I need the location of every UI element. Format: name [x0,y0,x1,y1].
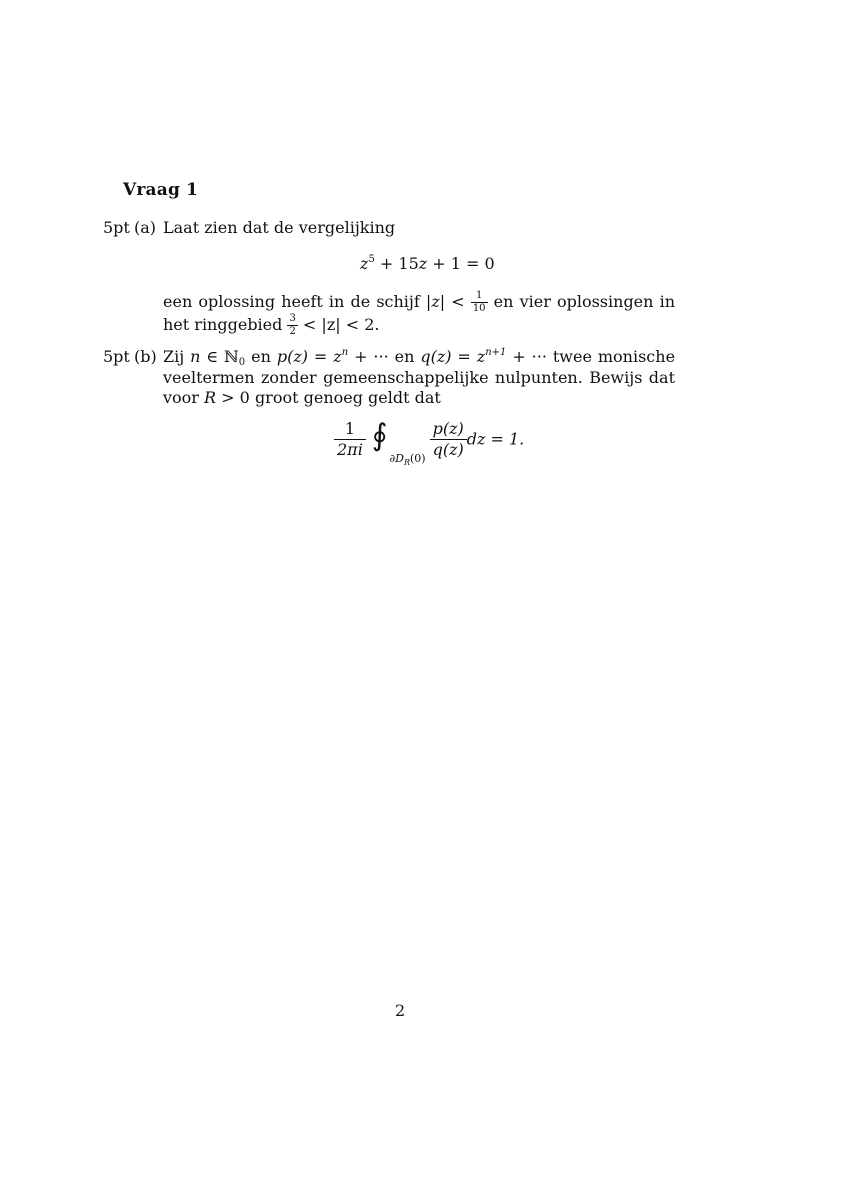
integrand-denominator: q(z) [432,440,464,460]
part-b-text-6: = [451,347,477,366]
naturals-subscript: 0 [238,357,246,368]
R-variable: R [204,388,217,407]
contour-integral-symbol: ∮ [371,418,388,454]
part-b-text-8: > 0 groot genoeg geldt dat [216,388,441,407]
question-heading: Vraag 1 [123,180,199,200]
disk-radius-fraction [471,291,488,314]
z-power-n1-base: z [476,347,486,366]
coefficient-numerator: 1 [334,420,366,440]
integral-equation [334,418,525,468]
ring-lower-fraction [287,314,297,337]
equation-variable-2: z [418,254,428,273]
ring-denominator: 2 [289,326,296,337]
domain-boundary: ∂D [389,452,404,466]
fraction-denominator: 10 [472,303,486,314]
part-b-text-7: + ··· twee monische veeltermen zonder gemeenschappelijke nulpunten. Bewijs dat voor [163,347,676,407]
n-variable: n [190,347,201,366]
q-of-z: q(z) [420,347,452,366]
equation-middle: + 15 [374,254,419,273]
part-a-text-2: en vier oplossingen in het ringgebied [163,292,676,334]
part-a-equation [360,254,495,273]
part-a-points: 5pt [103,218,130,237]
part-b-points: 5pt [103,347,130,366]
part-b-text-5: + ··· en [348,347,421,366]
integrand-fraction [430,420,467,460]
domain-radius: R [403,458,410,468]
z-power-n-base: z [333,347,342,366]
equation-power: 5 [368,254,375,265]
part-b-text-4: = [307,347,334,366]
page-number: 2 [395,1001,406,1020]
domain-center: (0) [410,452,426,466]
fraction-numerator: 1 [471,291,488,303]
integral-coefficient [334,420,366,460]
integral-domain [389,452,426,468]
ring-inequality: < |z| < 2. [297,315,380,334]
naturals-symbol: ∈ ℕ [200,347,239,366]
part-b-text-1: Zij [163,347,191,366]
z-power-n: n [341,347,349,358]
z-power-n1: n+1 [485,347,507,358]
abs-z: |z| [425,292,446,311]
ring-numerator: 3 [289,313,296,324]
part-a-intro: Laat zien dat de vergelijking [163,218,396,237]
part-a-body [163,291,675,337]
part-a-text-1: een oplossing heeft in de schijf [163,292,426,311]
integral-tail: dz = 1. [466,429,525,449]
part-b-label: (b) [134,347,157,366]
p-of-z: p(z) [276,347,308,366]
part-a-label: (a) [134,218,157,237]
equation-variable: z [360,254,369,273]
equation-tail: + 1 = 0 [427,254,495,273]
part-b-text-3: en [245,347,277,366]
part-b-body [163,347,675,409]
coefficient-denominator: 2πi [337,440,363,460]
integrand-numerator: p(z) [430,420,467,440]
less-than: < [445,292,471,311]
